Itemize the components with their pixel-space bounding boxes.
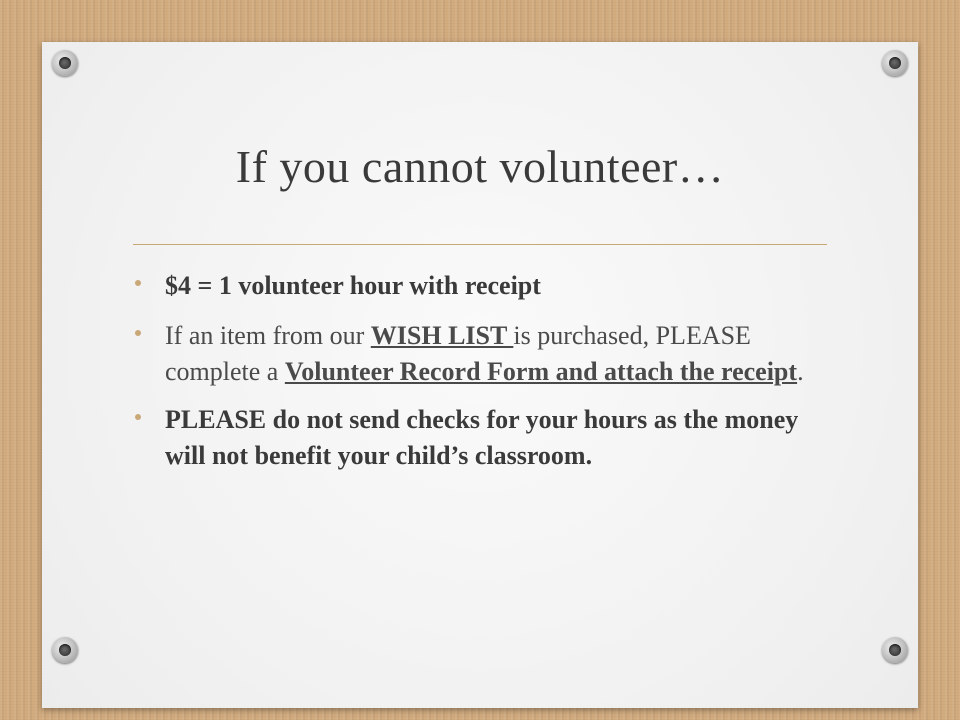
- bullet-text: PLEASE do not send checks for your hours as the money will not benefit your child’s classroom.: [165, 405, 799, 470]
- bullet-text: $4 = 1 volunteer hour with receipt: [165, 271, 541, 300]
- bullet-text: .: [797, 357, 804, 386]
- grommet-icon: [52, 637, 78, 663]
- bullet-dot-icon: [135, 414, 141, 420]
- bullet-dot-icon: [135, 330, 141, 336]
- grommet-icon: [52, 50, 78, 76]
- bullet-dot-icon: [135, 280, 141, 286]
- bullet-text: is purchased, PLEASE complete a: [165, 321, 751, 386]
- grommet-icon: [882, 637, 908, 663]
- slide-title: If you cannot volunteer…: [235, 141, 725, 192]
- grommet-icon: [882, 50, 908, 76]
- bullet-item: [135, 402, 815, 474]
- bullet-list: [135, 268, 815, 486]
- wish-list-link[interactable]: WISH LIST: [370, 321, 514, 350]
- bullet-item: [135, 318, 815, 390]
- volunteer-record-form-link[interactable]: Volunteer Record Form and attach the receipt: [284, 357, 798, 386]
- bullet-item: [135, 268, 815, 304]
- bullet-text: If an item from our: [165, 321, 371, 350]
- title-divider: [133, 244, 827, 245]
